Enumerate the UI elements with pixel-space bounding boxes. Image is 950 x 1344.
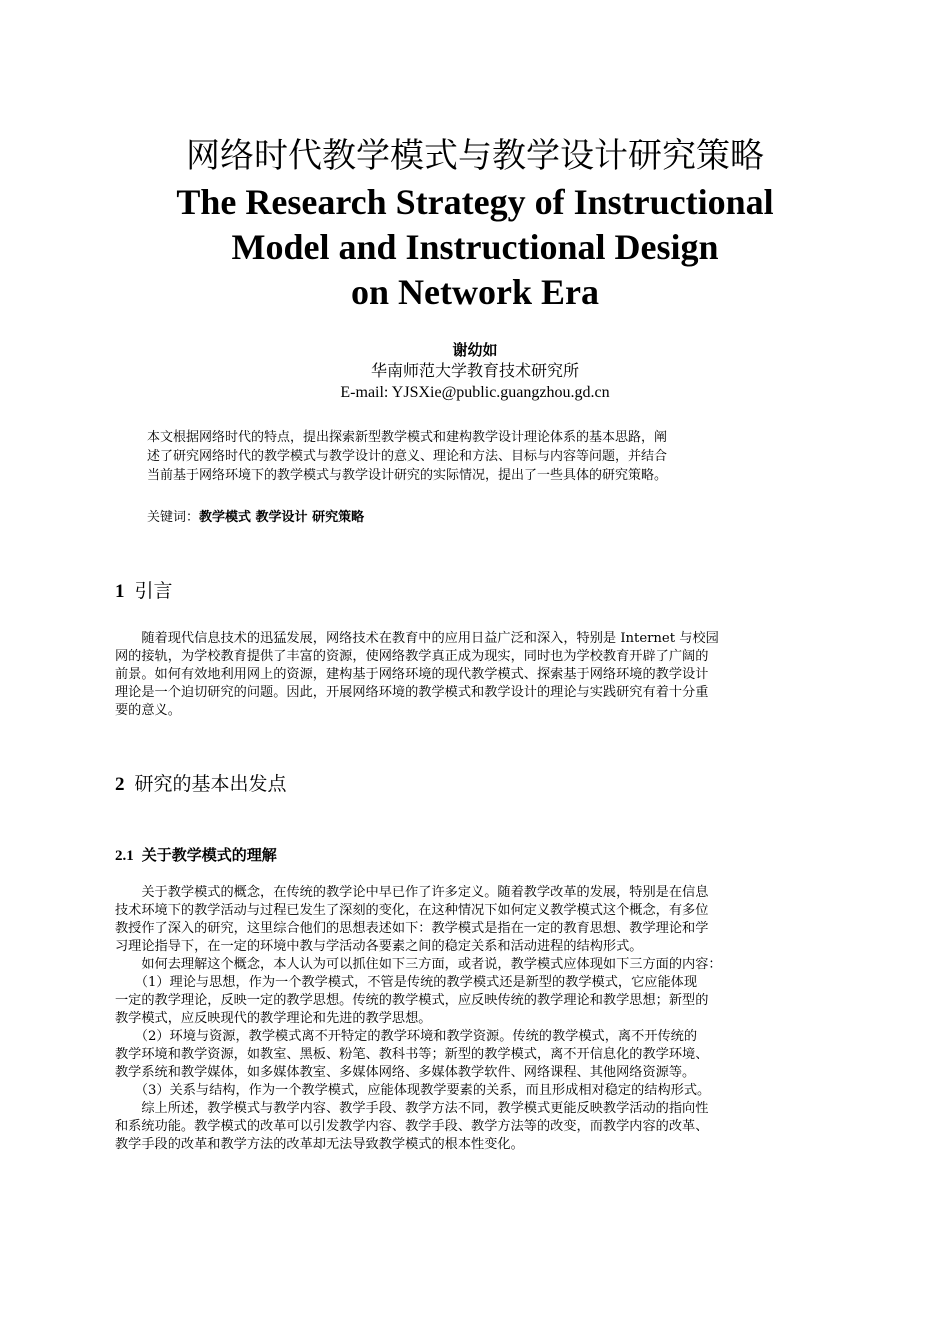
author-name: 谢幼如 xyxy=(452,341,498,359)
section-2-1-heading xyxy=(115,844,277,867)
title-english xyxy=(0,180,950,315)
section-2-1-body xyxy=(115,884,837,1154)
abstract-line: 本文根据网络时代的特点，提出探索新型教学模式和建构教学设计理论体系的基本思路，阐 xyxy=(147,430,668,445)
keywords xyxy=(147,508,364,528)
body-line: 要的意义。 xyxy=(115,703,181,718)
subsection-title: 关于教学模式的理解 xyxy=(141,846,277,864)
title-chinese: 网络时代教学模式与教学设计研究策略 xyxy=(186,136,764,176)
keywords-terms: 教学模式 教学设计 研究策略 xyxy=(199,510,365,525)
body-line: 教学模式，应反映现代的教学理论和先进的教学思想。 xyxy=(115,1011,432,1026)
abstract-line: 述了研究网络时代的教学模式与教学设计的意义、理论和方法、目标与内容等问题，并结合 xyxy=(147,449,668,464)
body-line: （2）环境与资源，教学模式离不开特定的教学环境和教学资源。传统的教学模式，离不开传统的 xyxy=(115,1029,698,1044)
body-line: 随着现代信息技术的迅猛发展，网络技术在教育中的应用日益广泛和深入，特别是 Internet 与校园 xyxy=(115,631,719,646)
section-number: 2 xyxy=(115,774,125,795)
body-line: 习理论指导下，在一定的环境中教与学活动各要素之间的稳定关系和活动进程的结构形式。 xyxy=(115,939,643,954)
title-english-line: The Research Strategy of Instructional xyxy=(176,182,774,222)
title-english-line: Model and Instructional Design xyxy=(231,227,719,267)
section-1-heading xyxy=(115,578,173,605)
body-line: 理论是一个迫切研究的问题。因此，开展网络环境的教学模式和教学设计的理论与实践研究有着十分重 xyxy=(115,685,709,700)
body-line: 综上所述，教学模式与教学内容、教学手段、教学方法不同，教学模式更能反映教学活动的指向性 xyxy=(115,1101,709,1116)
author-email: E-mail: YJSXie@public.guangzhou.gd.cn xyxy=(340,384,610,401)
body-line: 如何去理解这个概念，本人认为可以抓住如下三方面，或者说，教学模式应体现如下三方面的内容： xyxy=(115,957,722,972)
abstract-line: 当前基于网络环境下的教学模式与教学设计研究的实际情况，提出了一些具体的研究策略。 xyxy=(147,468,668,483)
body-line: （3）关系与结构，作为一个教学模式，应能体现教学要素的关系，而且形成相对稳定的结构形式。 xyxy=(115,1083,711,1098)
title-english-line: on Network Era xyxy=(351,272,599,312)
section-number: 1 xyxy=(115,581,125,602)
body-line: 教授作了深入的研究，这里综合他们的思想表述如下：教学模式是指在一定的教育思想、教学理论和学 xyxy=(115,921,709,936)
body-line: 网的接轨，为学校教育提供了丰富的资源，使网络教学真正成为现实，同时也为学校教育开辟了广阔的 xyxy=(115,649,709,664)
body-line: 一定的教学理论，反映一定的教学思想。传统的教学模式，应反映传统的教学理论和教学思想；新型的 xyxy=(115,993,709,1008)
body-line: 前景。如何有效地利用网上的资源，建构基于网络环境的现代教学模式、探索基于网络环境的教学设计 xyxy=(115,667,709,682)
body-line: 教学手段的改革和教学方法的改革却无法导致教学模式的根本性变化。 xyxy=(115,1137,524,1152)
section-title: 研究的基本出发点 xyxy=(134,773,287,795)
author-affiliation: 华南师范大学教育技术研究所 xyxy=(370,361,579,380)
section-title: 引言 xyxy=(134,580,173,602)
subsection-number: 2.1 xyxy=(115,848,134,864)
section-1-body xyxy=(115,630,837,720)
body-line: 教学系统和教学媒体，如多媒体教室、多媒体网络、多媒体教学软件、网络课程、其他网络资源等。 xyxy=(115,1065,696,1080)
abstract xyxy=(147,428,803,485)
body-line: 关于教学模式的概念，在传统的教学论中早已作了许多定义。随着教学改革的发展，特别是在信息 xyxy=(115,885,709,900)
body-line: 和系统功能。教学模式的改革可以引发教学内容、教学手段、教学方法等的改变，而教学内容的改革、 xyxy=(115,1119,709,1134)
section-2-heading xyxy=(115,771,287,798)
body-line: 教学环境和教学资源，如教室、黑板、粉笔、教科书等；新型的教学模式，离不开信息化的教学环境、 xyxy=(115,1047,709,1062)
body-line: （1）理论与思想，作为一个教学模式，不管是传统的教学模式还是新型的教学模式，它应能体现 xyxy=(115,975,698,990)
body-line: 技术环境下的教学活动与过程已发生了深刻的变化，在这种情况下如何定义教学模式这个概念，有多位 xyxy=(115,903,709,918)
keywords-label: 关键词： xyxy=(147,510,200,525)
